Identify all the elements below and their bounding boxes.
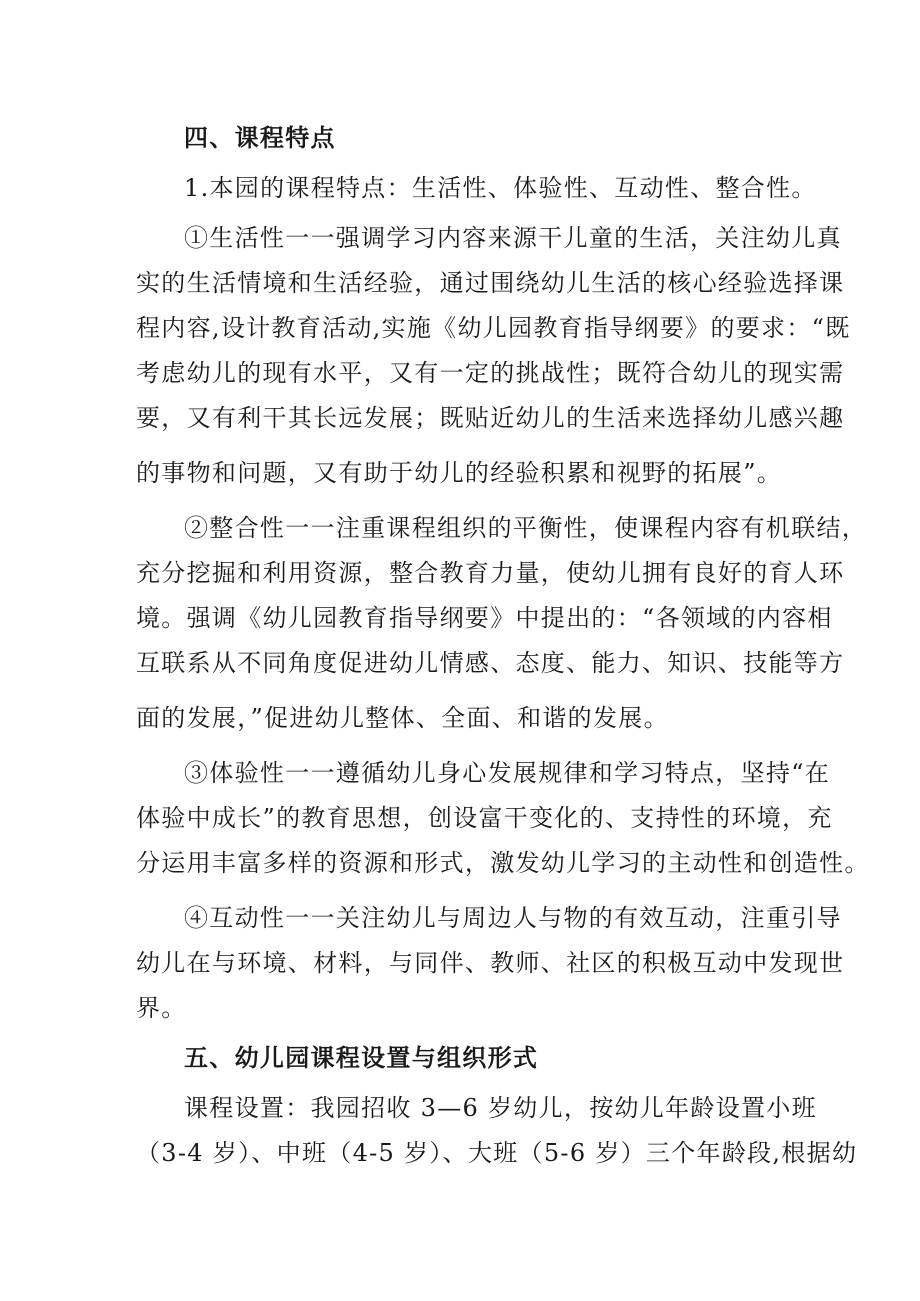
text-line: 考虑幼儿的现有水平，又有一定的挑战性；既符合幼儿的现实需	[136, 359, 845, 387]
text-line: 互联系从不同角度促进幼儿情感、态度、能力、知识、技能等方	[136, 649, 845, 677]
text-line: 分运用丰富多样的资源和形式，激发幼儿学习的主动性和创造性。	[136, 849, 870, 877]
text-line: 面的发展，”促进幼儿整体、全面、和谐的发展。	[136, 704, 669, 732]
text-line: ③体验性一一遵循幼儿身心发展规律和学习特点，坚持“在	[184, 759, 831, 787]
text-line: 要，又有利干其长远发展；既贴近幼儿的生活来选择幼儿感兴趣	[136, 404, 845, 432]
text-line: 境。强调《幼儿园教育指导纲要》中提出的：“各领域的内容相	[136, 604, 833, 632]
text-line: 的事物和问题，又有助于幼儿的经验积累和视野的拓展”。	[136, 459, 783, 487]
text-line: 充分挖掘和利用资源，整合教育力量，使幼儿拥有良好的育人环	[136, 559, 845, 587]
section-5-heading: 五、幼儿园课程设置与组织形式	[184, 1043, 539, 1072]
text-line: 幼儿在与环境、材料，与同伴、教师、社区的积极互动中发现世	[136, 949, 845, 977]
text-line: 课程设置：我园招收 3—6 岁幼儿，按幼儿年龄设置小班	[184, 1094, 817, 1122]
section-4-intro: 1.本园的课程特点：生活性、体验性、互动性、整合性。	[184, 174, 817, 202]
text-line: ④互动性一一关注幼儿与周边人与物的有效互动，注重引导	[184, 904, 842, 932]
text-line: ①生活性一一强调学习内容来源干儿童的生活，关注幼儿真	[184, 224, 842, 252]
text-line: ②整合性一一注重课程组织的平衡性，使课程内容有机联结，	[184, 514, 868, 542]
text-line: 实的生活情境和生活经验，通过围绕幼儿生活的核心经验选择课	[136, 269, 845, 297]
text-line: （3-4 岁）、中班（4-5 岁）、大班（5-6 岁）三个年龄段,根据幼	[136, 1139, 858, 1167]
section-4-heading: 四、课程特点	[184, 123, 336, 152]
text-line: 体验中成长”的教育思想，创设富干变化的、支持性的环境，充	[136, 804, 833, 832]
text-line: 界。	[136, 994, 187, 1022]
text-line: 程内容,设计教育活动,实施《幼儿园教育指导纲要》的要求：“既	[136, 314, 851, 342]
